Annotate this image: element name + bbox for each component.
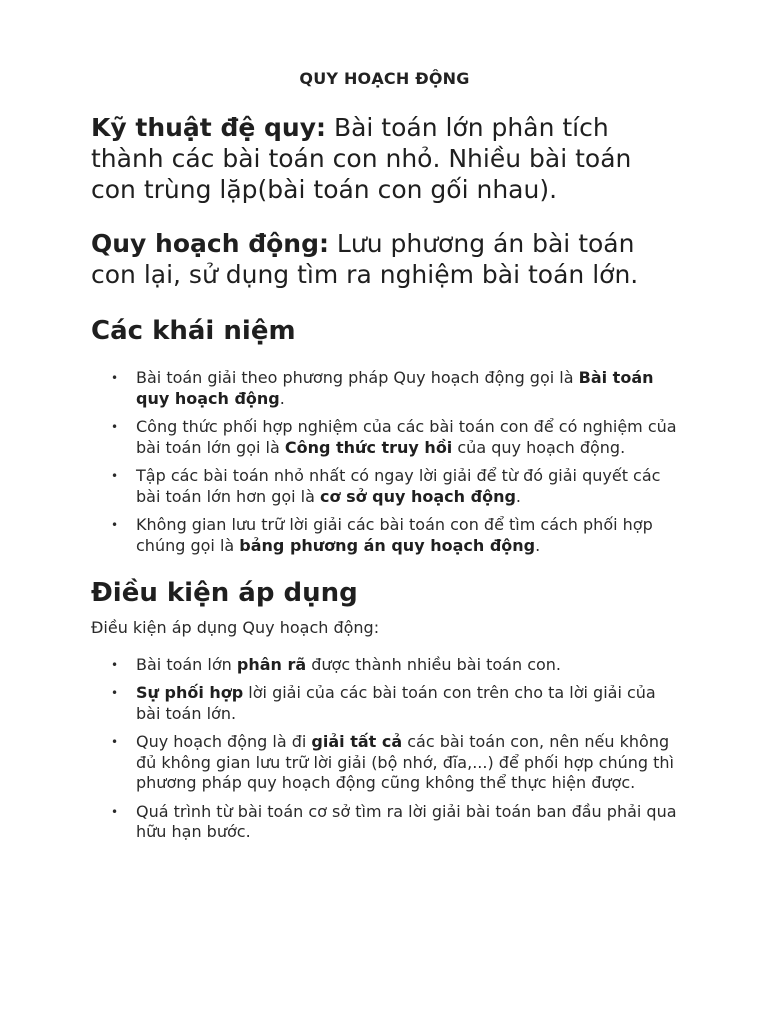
bullet-icon: • bbox=[111, 686, 119, 700]
definition-dynamic-programming bbox=[91, 228, 678, 290]
definition-text: Bài toán lớn phân tích thành các bài toán con nhỏ. Nhiều bài toán con trùng lặp(bài toán con gối nhau). bbox=[91, 113, 632, 204]
definition-recursion bbox=[91, 112, 678, 205]
list-item bbox=[91, 732, 678, 794]
concepts-list bbox=[91, 368, 678, 556]
list-item bbox=[91, 655, 678, 676]
definition-term: Kỹ thuật đệ quy: bbox=[91, 113, 326, 142]
conditions-list bbox=[91, 655, 678, 843]
item-text: của quy hoạch động. bbox=[452, 437, 626, 457]
list-item bbox=[91, 683, 678, 724]
conditions-intro: Điều kiện áp dụng Quy hoạch động: bbox=[91, 618, 380, 637]
item-text: . bbox=[279, 388, 285, 408]
list-item bbox=[91, 466, 678, 507]
item-emphasis: giải tất cả bbox=[311, 732, 403, 751]
item-emphasis: Sự phối hợp bbox=[136, 683, 244, 702]
item-text: Bài toán lớn bbox=[136, 654, 237, 674]
definition-text: Lưu phương án bài toán con lại, sử dụng tìm ra nghiệm bài toán lớn. bbox=[91, 229, 639, 289]
bullet-icon: • bbox=[111, 420, 119, 434]
item-emphasis: Bài toán quy hoạch động bbox=[136, 368, 654, 408]
item-text: các bài toán con, nên nếu không đủ không gian lưu trữ lời giải (bộ nhớ, đĩa,...) để phối hợp chúng thì phương pháp quy hoạch động cũng không thể thực hiện được. bbox=[136, 732, 674, 792]
section-heading-conditions: Điều kiện áp dụng bbox=[91, 578, 358, 608]
bullet-icon: • bbox=[111, 371, 119, 385]
bullet-icon: • bbox=[111, 469, 119, 483]
item-text: Quy hoạch động là đi bbox=[136, 732, 312, 751]
item-text: được thành nhiều bài toán con. bbox=[306, 654, 562, 674]
document-title: QUY HOẠCH ĐỘNG bbox=[299, 69, 470, 88]
item-text: Bài toán giải theo phương pháp Quy hoạch động gọi là bbox=[136, 368, 579, 387]
item-text: . bbox=[515, 486, 521, 506]
section-heading-concepts: Các khái niệm bbox=[91, 316, 296, 346]
item-emphasis: cơ sở quy hoạch động bbox=[320, 486, 516, 506]
list-item bbox=[91, 368, 678, 409]
item-emphasis: Công thức truy hồi bbox=[284, 437, 453, 457]
list-item bbox=[91, 417, 678, 458]
item-text: . bbox=[535, 535, 541, 555]
item-emphasis: bảng phương án quy hoạch động bbox=[239, 535, 536, 555]
list-item bbox=[91, 802, 678, 843]
item-text: Tập các bài toán nhỏ nhất có ngay lời giải để từ đó giải quyết các bài toán lớn hơn gọi là bbox=[136, 466, 661, 506]
definition-term: Quy hoạch động: bbox=[91, 229, 329, 258]
bullet-icon: • bbox=[111, 735, 119, 749]
item-text: Quá trình từ bài toán cơ sở tìm ra lời giải bài toán ban đầu phải qua hữu hạn bước. bbox=[136, 801, 677, 841]
item-emphasis: phân rã bbox=[236, 654, 307, 674]
bullet-icon: • bbox=[111, 518, 119, 532]
bullet-icon: • bbox=[111, 657, 119, 672]
item-text: lời giải của các bài toán con trên cho ta lời giải của bài toán lớn. bbox=[136, 683, 656, 723]
item-text: Công thức phối hợp nghiệm của các bài toán con để có nghiệm của bài toán lớn gọi là bbox=[136, 417, 677, 457]
bullet-icon: • bbox=[111, 804, 119, 819]
list-item bbox=[91, 515, 678, 556]
item-text: Không gian lưu trữ lời giải các bài toán con để tìm cách phối hợp chúng gọi là bbox=[136, 515, 653, 555]
